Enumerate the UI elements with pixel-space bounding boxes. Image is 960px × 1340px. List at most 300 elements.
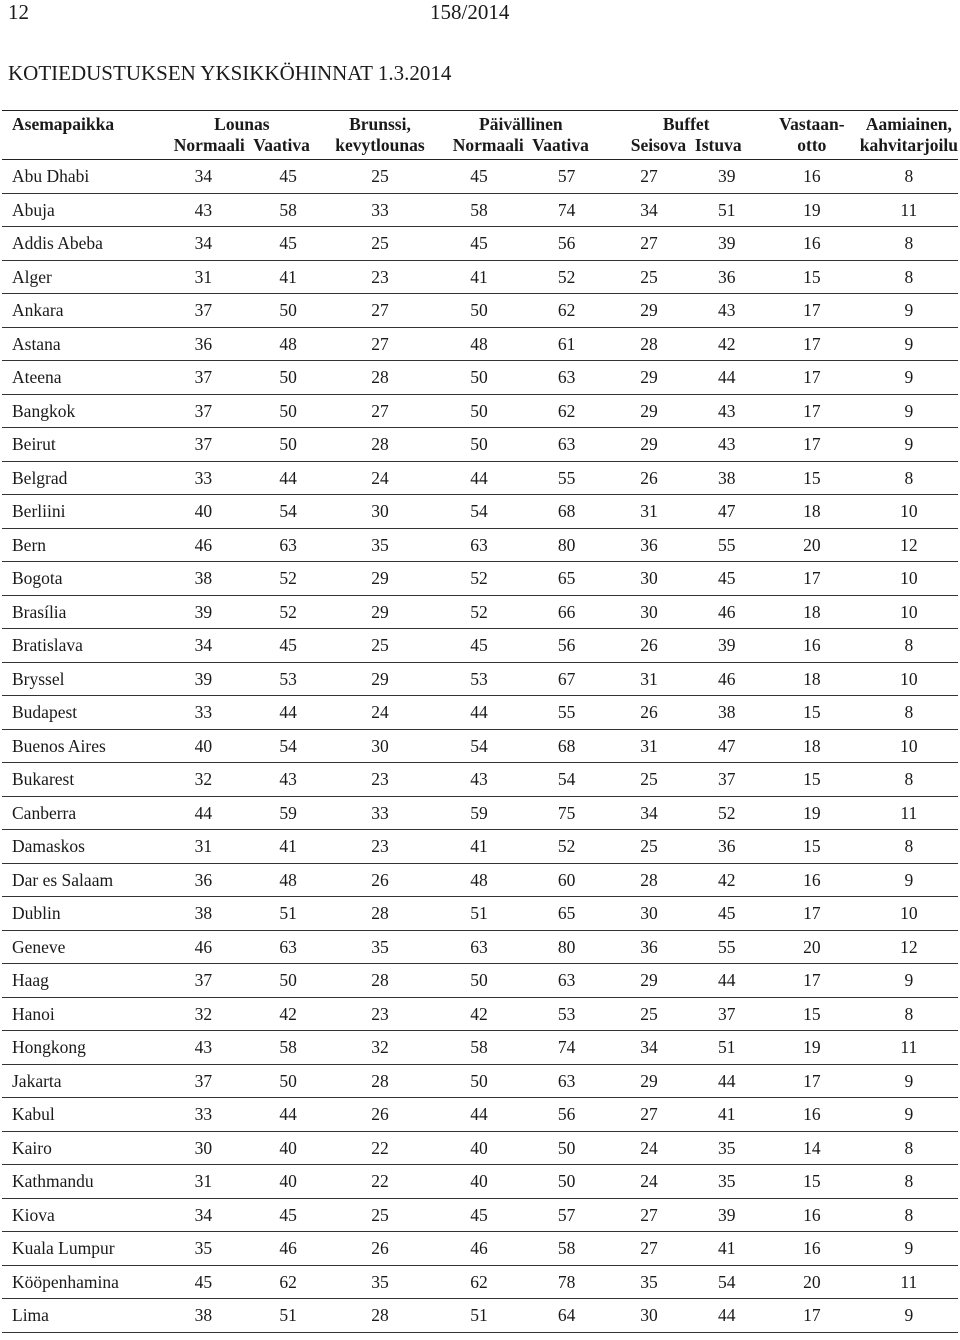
cell-dinner-demanding: 55 [525, 696, 609, 730]
header-buffet-title: Buffet [662, 114, 710, 134]
cell-brunch: 28 [327, 361, 434, 395]
table-body [2, 160, 958, 1333]
cell-reception: 15 [764, 997, 860, 1031]
cell-city: Jakarta [2, 1064, 157, 1098]
cell-buffet-seated: 35 [690, 1165, 764, 1199]
cell-buffet-seated: 41 [690, 1098, 764, 1132]
cell-lunch-normal: 43 [157, 1031, 250, 1065]
table-row [2, 528, 958, 562]
cell-brunch: 25 [327, 629, 434, 663]
cell-buffet-seated: 51 [690, 193, 764, 227]
cell-dinner-demanding: 61 [525, 327, 609, 361]
table-row [2, 495, 958, 529]
cell-dinner-normal: 53 [433, 662, 524, 696]
cell-lunch-normal: 37 [157, 964, 250, 998]
cell-lunch-demanding: 46 [250, 1232, 327, 1266]
cell-breakfast: 8 [860, 461, 958, 495]
cell-buffet-seated: 42 [690, 327, 764, 361]
cell-reception: 16 [764, 160, 860, 194]
cell-buffet-standing: 29 [608, 294, 689, 328]
cell-breakfast: 9 [860, 1098, 958, 1132]
cell-buffet-standing: 30 [608, 897, 689, 931]
cell-reception: 15 [764, 763, 860, 797]
header-buffet-sub: Seisova Istuva [630, 135, 742, 155]
cell-brunch: 24 [327, 696, 434, 730]
header-brunch [327, 111, 434, 160]
table-row [2, 662, 958, 696]
cell-reception: 16 [764, 629, 860, 663]
cell-brunch: 29 [327, 662, 434, 696]
cell-brunch: 28 [327, 964, 434, 998]
cell-lunch-demanding: 45 [250, 1198, 327, 1232]
cell-dinner-demanding: 68 [525, 729, 609, 763]
cell-reception: 17 [764, 1064, 860, 1098]
cell-buffet-standing: 31 [608, 729, 689, 763]
header-dinner [433, 111, 608, 160]
cell-dinner-demanding: 55 [525, 461, 609, 495]
table-row [2, 1064, 958, 1098]
cell-lunch-demanding: 50 [250, 394, 327, 428]
header-buffet [608, 111, 764, 160]
cell-reception: 15 [764, 260, 860, 294]
table-row [2, 696, 958, 730]
cell-reception: 17 [764, 294, 860, 328]
cell-dinner-demanding: 58 [525, 1232, 609, 1266]
header-breakfast-sub: kahvitarjoilu [859, 135, 958, 155]
table-row [2, 327, 958, 361]
cell-buffet-seated: 41 [690, 1232, 764, 1266]
cell-breakfast: 11 [860, 193, 958, 227]
cell-brunch: 25 [327, 227, 434, 261]
document-title: KOTIEDUSTUKSEN YKSIKKÖHINNAT 1.3.2014 [8, 61, 452, 85]
table-row [2, 729, 958, 763]
cell-buffet-seated: 46 [690, 595, 764, 629]
table-row [2, 763, 958, 797]
cell-lunch-demanding: 50 [250, 428, 327, 462]
cell-buffet-seated: 51 [690, 1031, 764, 1065]
cell-buffet-standing: 25 [608, 830, 689, 864]
header-lunch [157, 111, 326, 160]
cell-buffet-seated: 42 [690, 863, 764, 897]
page-number: 12 [8, 0, 29, 24]
cell-buffet-standing: 35 [608, 1265, 689, 1299]
cell-city: Hongkong [2, 1031, 157, 1065]
cell-reception: 18 [764, 729, 860, 763]
cell-dinner-demanding: 56 [525, 1098, 609, 1132]
cell-dinner-demanding: 63 [525, 361, 609, 395]
cell-city: Budapest [2, 696, 157, 730]
cell-dinner-demanding: 50 [525, 1131, 609, 1165]
cell-reception: 18 [764, 662, 860, 696]
cell-buffet-seated: 44 [690, 964, 764, 998]
cell-lunch-demanding: 52 [250, 595, 327, 629]
header-dinner-sub: Normaali Vaativa [452, 135, 589, 155]
cell-buffet-standing: 25 [608, 763, 689, 797]
cell-buffet-standing: 28 [608, 863, 689, 897]
cell-breakfast: 10 [860, 595, 958, 629]
cell-lunch-demanding: 48 [250, 863, 327, 897]
cell-city: Damaskos [2, 830, 157, 864]
cell-buffet-standing: 28 [608, 327, 689, 361]
cell-brunch: 22 [327, 1131, 434, 1165]
cell-dinner-normal: 50 [433, 964, 524, 998]
cell-dinner-normal: 48 [433, 327, 524, 361]
cell-lunch-normal: 39 [157, 662, 250, 696]
cell-city: Hanoi [2, 997, 157, 1031]
cell-reception: 18 [764, 595, 860, 629]
table-row [2, 930, 958, 964]
cell-lunch-normal: 38 [157, 897, 250, 931]
cell-lunch-demanding: 63 [250, 930, 327, 964]
cell-lunch-demanding: 41 [250, 260, 327, 294]
document-reference: 158/2014 [430, 0, 510, 24]
cell-buffet-seated: 45 [690, 897, 764, 931]
cell-lunch-demanding: 48 [250, 327, 327, 361]
cell-lunch-demanding: 51 [250, 1299, 327, 1333]
cell-lunch-demanding: 43 [250, 763, 327, 797]
cell-buffet-standing: 34 [608, 193, 689, 227]
cell-reception: 19 [764, 193, 860, 227]
cell-buffet-standing: 30 [608, 562, 689, 596]
cell-breakfast: 10 [860, 897, 958, 931]
cell-buffet-standing: 29 [608, 361, 689, 395]
cell-lunch-demanding: 40 [250, 1165, 327, 1199]
table-row [2, 629, 958, 663]
cell-buffet-standing: 24 [608, 1131, 689, 1165]
table-row [2, 1265, 958, 1299]
cell-buffet-seated: 44 [690, 1299, 764, 1333]
header-brunch-sub: kevytlounas [335, 135, 425, 155]
header-reception [764, 111, 860, 160]
cell-dinner-demanding: 80 [525, 930, 609, 964]
cell-lunch-normal: 32 [157, 763, 250, 797]
cell-brunch: 28 [327, 897, 434, 931]
cell-dinner-normal: 44 [433, 1098, 524, 1132]
cell-dinner-normal: 50 [433, 428, 524, 462]
cell-breakfast: 8 [860, 763, 958, 797]
cell-reception: 18 [764, 495, 860, 529]
cell-city: Alger [2, 260, 157, 294]
cell-buffet-standing: 30 [608, 595, 689, 629]
cell-brunch: 33 [327, 193, 434, 227]
table-row [2, 863, 958, 897]
cell-reception: 15 [764, 461, 860, 495]
cell-lunch-normal: 40 [157, 729, 250, 763]
cell-lunch-normal: 37 [157, 361, 250, 395]
cell-buffet-seated: 55 [690, 528, 764, 562]
cell-buffet-standing: 36 [608, 528, 689, 562]
cell-lunch-demanding: 58 [250, 1031, 327, 1065]
cell-city: Ankara [2, 294, 157, 328]
cell-breakfast: 9 [860, 294, 958, 328]
cell-dinner-normal: 63 [433, 528, 524, 562]
cell-lunch-demanding: 50 [250, 361, 327, 395]
cell-dinner-normal: 63 [433, 930, 524, 964]
table-row [2, 562, 958, 596]
cell-lunch-normal: 37 [157, 428, 250, 462]
header-dinner-title: Päivällinen [479, 114, 563, 134]
cell-breakfast: 11 [860, 1265, 958, 1299]
cell-lunch-normal: 46 [157, 930, 250, 964]
cell-dinner-normal: 41 [433, 830, 524, 864]
cell-brunch: 32 [327, 1031, 434, 1065]
cell-dinner-demanding: 60 [525, 863, 609, 897]
cell-dinner-demanding: 57 [525, 160, 609, 194]
cell-brunch: 35 [327, 1265, 434, 1299]
table-row [2, 897, 958, 931]
cell-reception: 17 [764, 361, 860, 395]
cell-buffet-seated: 38 [690, 696, 764, 730]
cell-dinner-normal: 50 [433, 394, 524, 428]
cell-dinner-demanding: 57 [525, 1198, 609, 1232]
cell-buffet-standing: 34 [608, 796, 689, 830]
cell-city: Buenos Aires [2, 729, 157, 763]
cell-city: Bangkok [2, 394, 157, 428]
cell-reception: 17 [764, 897, 860, 931]
cell-dinner-normal: 51 [433, 1299, 524, 1333]
cell-dinner-normal: 59 [433, 796, 524, 830]
cell-reception: 16 [764, 227, 860, 261]
cell-breakfast: 9 [860, 1299, 958, 1333]
table-header [2, 111, 958, 160]
cell-city: Bratislava [2, 629, 157, 663]
cell-dinner-normal: 43 [433, 763, 524, 797]
cell-brunch: 23 [327, 830, 434, 864]
table-row [2, 1232, 958, 1266]
cell-breakfast: 8 [860, 629, 958, 663]
cell-breakfast: 8 [860, 1131, 958, 1165]
cell-brunch: 30 [327, 729, 434, 763]
cell-buffet-seated: 43 [690, 294, 764, 328]
cell-dinner-demanding: 80 [525, 528, 609, 562]
cell-dinner-demanding: 62 [525, 394, 609, 428]
cell-dinner-normal: 51 [433, 897, 524, 931]
cell-breakfast: 8 [860, 227, 958, 261]
cell-lunch-normal: 37 [157, 294, 250, 328]
cell-buffet-seated: 46 [690, 662, 764, 696]
cell-lunch-demanding: 45 [250, 160, 327, 194]
cell-reception: 19 [764, 796, 860, 830]
cell-lunch-normal: 33 [157, 1098, 250, 1132]
cell-buffet-seated: 47 [690, 729, 764, 763]
cell-lunch-demanding: 42 [250, 997, 327, 1031]
cell-dinner-normal: 54 [433, 495, 524, 529]
cell-buffet-seated: 45 [690, 562, 764, 596]
cell-breakfast: 10 [860, 729, 958, 763]
cell-lunch-demanding: 62 [250, 1265, 327, 1299]
cell-breakfast: 12 [860, 930, 958, 964]
cell-buffet-standing: 27 [608, 160, 689, 194]
table-row [2, 361, 958, 395]
cell-buffet-standing: 25 [608, 997, 689, 1031]
cell-brunch: 33 [327, 796, 434, 830]
cell-brunch: 27 [327, 294, 434, 328]
cell-brunch: 28 [327, 428, 434, 462]
cell-city: Ateena [2, 361, 157, 395]
cell-brunch: 23 [327, 997, 434, 1031]
cell-breakfast: 11 [860, 1031, 958, 1065]
cell-breakfast: 8 [860, 830, 958, 864]
table-row [2, 595, 958, 629]
cell-lunch-normal: 34 [157, 227, 250, 261]
price-table-container [0, 110, 960, 1333]
cell-buffet-seated: 54 [690, 1265, 764, 1299]
cell-brunch: 26 [327, 1232, 434, 1266]
cell-lunch-normal: 33 [157, 461, 250, 495]
cell-city: Bogota [2, 562, 157, 596]
cell-buffet-seated: 39 [690, 629, 764, 663]
cell-lunch-demanding: 50 [250, 964, 327, 998]
cell-lunch-demanding: 54 [250, 729, 327, 763]
cell-city: Kööpenhamina [2, 1265, 157, 1299]
cell-buffet-seated: 39 [690, 1198, 764, 1232]
table-row [2, 1131, 958, 1165]
cell-lunch-demanding: 59 [250, 796, 327, 830]
cell-breakfast: 9 [860, 327, 958, 361]
cell-breakfast: 11 [860, 796, 958, 830]
cell-dinner-normal: 44 [433, 696, 524, 730]
cell-breakfast: 10 [860, 495, 958, 529]
cell-city: Dublin [2, 897, 157, 931]
cell-reception: 16 [764, 863, 860, 897]
cell-brunch: 28 [327, 1299, 434, 1333]
cell-dinner-demanding: 68 [525, 495, 609, 529]
cell-dinner-normal: 58 [433, 193, 524, 227]
header-brunch-title: Brunssi, [349, 114, 411, 134]
header-place: Asemapaikka [2, 111, 157, 160]
cell-dinner-normal: 44 [433, 461, 524, 495]
cell-reception: 19 [764, 1031, 860, 1065]
cell-lunch-normal: 33 [157, 696, 250, 730]
cell-breakfast: 8 [860, 997, 958, 1031]
cell-brunch: 28 [327, 1064, 434, 1098]
table-row [2, 964, 958, 998]
cell-lunch-normal: 38 [157, 562, 250, 596]
cell-city: Kiova [2, 1198, 157, 1232]
table-row [2, 1098, 958, 1132]
cell-lunch-demanding: 50 [250, 294, 327, 328]
cell-breakfast: 8 [860, 160, 958, 194]
cell-buffet-seated: 47 [690, 495, 764, 529]
header-breakfast [860, 111, 958, 160]
cell-lunch-normal: 36 [157, 327, 250, 361]
cell-dinner-normal: 58 [433, 1031, 524, 1065]
cell-breakfast: 9 [860, 394, 958, 428]
table-row [2, 1165, 958, 1199]
cell-dinner-demanding: 65 [525, 562, 609, 596]
table-row [2, 830, 958, 864]
cell-dinner-demanding: 52 [525, 260, 609, 294]
cell-lunch-normal: 45 [157, 1265, 250, 1299]
cell-lunch-demanding: 54 [250, 495, 327, 529]
cell-dinner-demanding: 53 [525, 997, 609, 1031]
cell-buffet-standing: 30 [608, 1299, 689, 1333]
cell-reception: 17 [764, 1299, 860, 1333]
cell-dinner-normal: 40 [433, 1165, 524, 1199]
cell-lunch-demanding: 41 [250, 830, 327, 864]
cell-city: Belgrad [2, 461, 157, 495]
cell-reception: 16 [764, 1232, 860, 1266]
cell-dinner-demanding: 65 [525, 897, 609, 931]
header-lunch-sub: Normaali Vaativa [173, 135, 310, 155]
cell-lunch-demanding: 52 [250, 562, 327, 596]
cell-breakfast: 8 [860, 260, 958, 294]
cell-lunch-demanding: 63 [250, 528, 327, 562]
cell-lunch-demanding: 44 [250, 696, 327, 730]
table-row [2, 1299, 958, 1333]
cell-breakfast: 9 [860, 361, 958, 395]
cell-dinner-normal: 45 [433, 629, 524, 663]
header-reception-title: Vastaan- [779, 114, 845, 134]
cell-breakfast: 10 [860, 562, 958, 596]
cell-lunch-normal: 30 [157, 1131, 250, 1165]
cell-buffet-standing: 27 [608, 1232, 689, 1266]
unit-price-table [2, 110, 958, 1333]
cell-dinner-demanding: 50 [525, 1165, 609, 1199]
cell-buffet-standing: 29 [608, 394, 689, 428]
cell-city: Beirut [2, 428, 157, 462]
cell-dinner-normal: 50 [433, 361, 524, 395]
cell-reception: 15 [764, 696, 860, 730]
cell-buffet-seated: 52 [690, 796, 764, 830]
cell-reception: 16 [764, 1198, 860, 1232]
cell-city: Berliini [2, 495, 157, 529]
cell-reception: 17 [764, 327, 860, 361]
cell-buffet-seated: 44 [690, 361, 764, 395]
cell-lunch-normal: 44 [157, 796, 250, 830]
cell-lunch-normal: 43 [157, 193, 250, 227]
table-row [2, 997, 958, 1031]
cell-dinner-normal: 48 [433, 863, 524, 897]
cell-lunch-normal: 34 [157, 629, 250, 663]
cell-buffet-seated: 38 [690, 461, 764, 495]
cell-buffet-seated: 35 [690, 1131, 764, 1165]
cell-buffet-standing: 26 [608, 696, 689, 730]
cell-city: Kabul [2, 1098, 157, 1132]
cell-dinner-demanding: 63 [525, 1064, 609, 1098]
cell-lunch-demanding: 58 [250, 193, 327, 227]
cell-city: Kathmandu [2, 1165, 157, 1199]
cell-brunch: 24 [327, 461, 434, 495]
table-row [2, 796, 958, 830]
cell-brunch: 25 [327, 1198, 434, 1232]
cell-breakfast: 9 [860, 1064, 958, 1098]
cell-reception: 14 [764, 1131, 860, 1165]
cell-lunch-normal: 46 [157, 528, 250, 562]
cell-buffet-standing: 29 [608, 964, 689, 998]
cell-buffet-standing: 24 [608, 1165, 689, 1199]
cell-breakfast: 12 [860, 528, 958, 562]
cell-city: Canberra [2, 796, 157, 830]
cell-reception: 17 [764, 964, 860, 998]
cell-reception: 20 [764, 930, 860, 964]
cell-lunch-demanding: 40 [250, 1131, 327, 1165]
cell-buffet-standing: 27 [608, 227, 689, 261]
cell-city: Addis Abeba [2, 227, 157, 261]
cell-dinner-demanding: 63 [525, 964, 609, 998]
cell-buffet-standing: 29 [608, 1064, 689, 1098]
cell-city: Bukarest [2, 763, 157, 797]
cell-brunch: 22 [327, 1165, 434, 1199]
cell-city: Bryssel [2, 662, 157, 696]
cell-city: Abu Dhabi [2, 160, 157, 194]
cell-city: Lima [2, 1299, 157, 1333]
cell-dinner-demanding: 74 [525, 193, 609, 227]
cell-brunch: 27 [327, 394, 434, 428]
cell-dinner-demanding: 75 [525, 796, 609, 830]
cell-breakfast: 9 [860, 863, 958, 897]
cell-city: Abuja [2, 193, 157, 227]
